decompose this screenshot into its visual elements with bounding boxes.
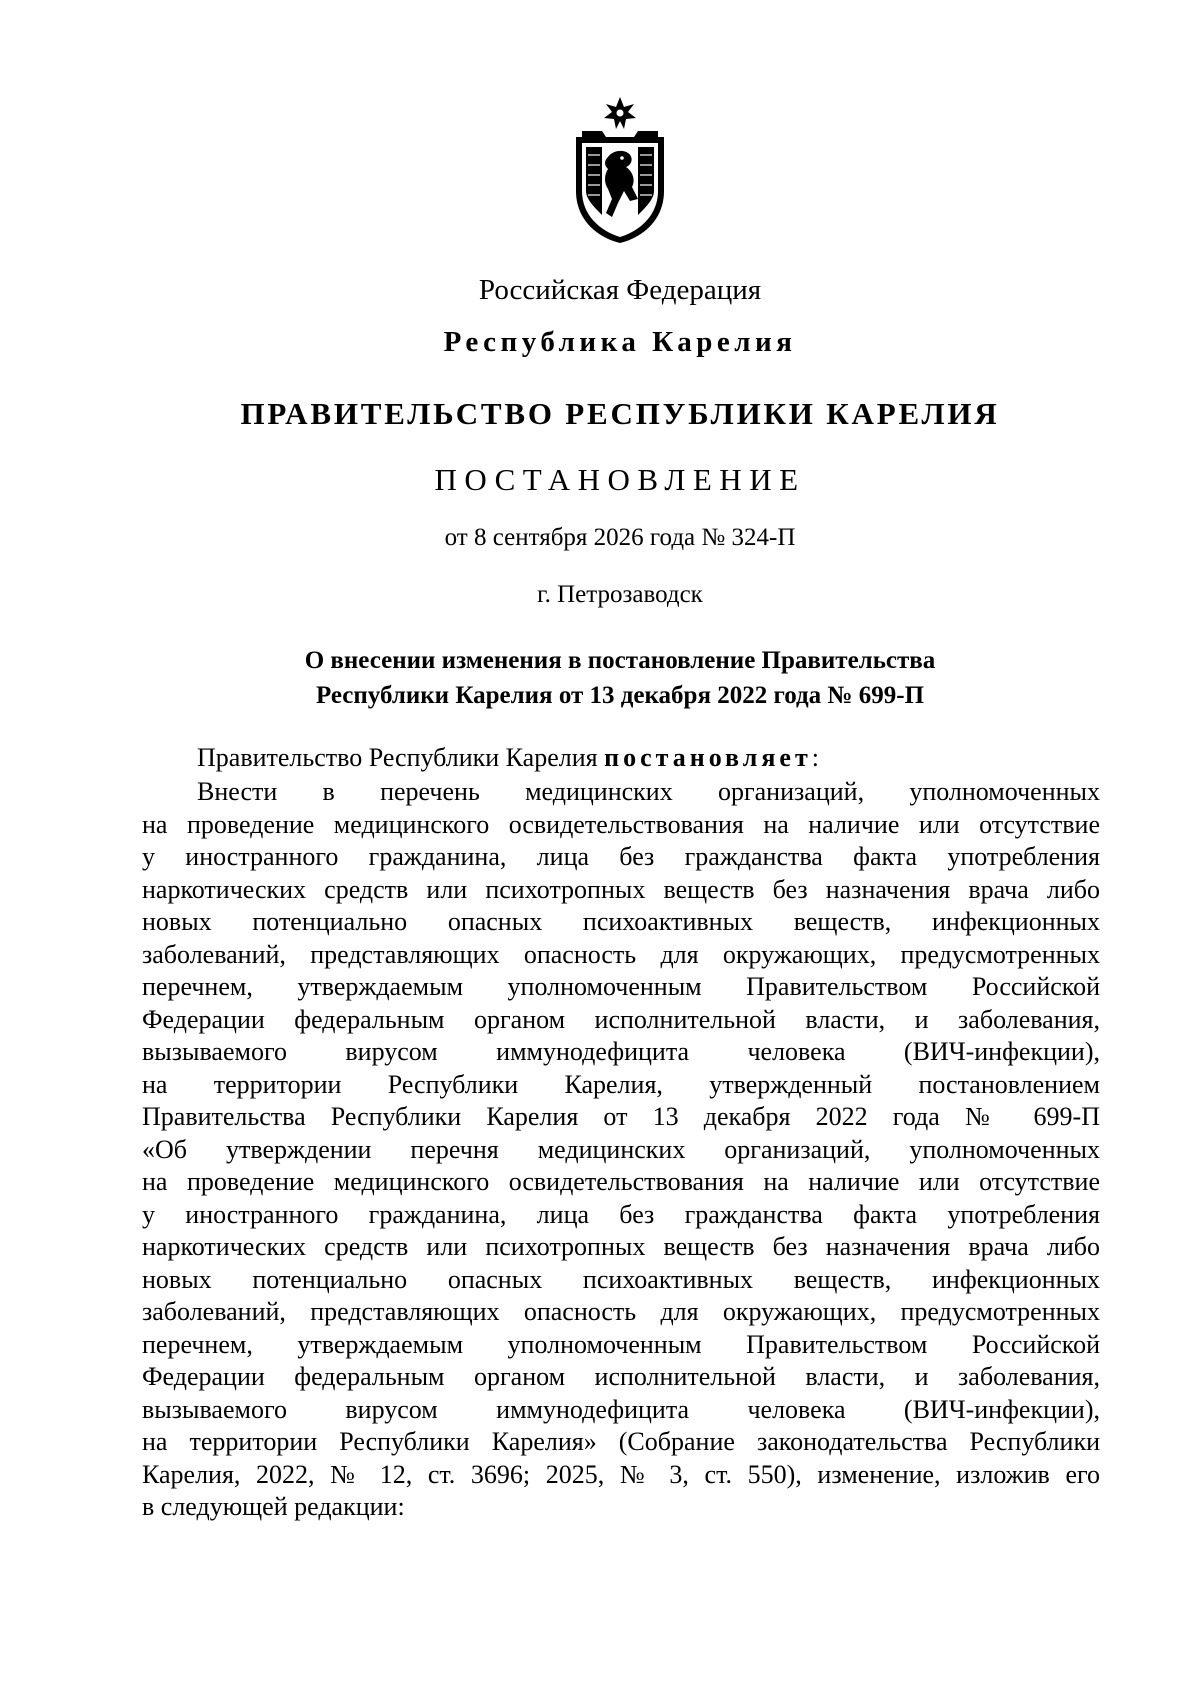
republic-name: Республика Карелия — [443, 326, 797, 358]
body-line: вызываемого вирусом иммунодефицита человека (ВИЧ-инфекции), — [142, 1394, 1100, 1424]
body-line: перечнем, утверждаемым уполномоченным Правительством Российской — [142, 1329, 1100, 1359]
body-line: Карелия, 2022, № 12, ст. 3696; 2025, № 3, ст. 550), изменение, изложив его — [142, 1459, 1100, 1489]
body-line: в следующей редакции: — [142, 1492, 405, 1521]
body-line: наркотических средств или психотропных веществ без назначения врача либо — [142, 1232, 1100, 1261]
country-name: Российская Федерация — [478, 274, 762, 306]
body-line: перечнем, утверждаемым уполномоченным Правительством Российской — [142, 972, 1100, 1001]
document-type: ПОСТАНОВЛЕНИЕ — [434, 462, 806, 497]
body-line: у иностранного гражданина, лица без гражданства факта употребления — [142, 1199, 1100, 1229]
preamble — [197, 742, 819, 774]
body-line: заболеваний, представляющих опасность для окружающих, предусмотренных — [142, 939, 1100, 969]
body-line: Федерации федеральным органом исполнительной власти, и заболевания, — [142, 1004, 1100, 1034]
decree-body — [142, 776, 1100, 1524]
body-line: Правительства Республики Карелия от 13 декабря 2022 года № 699-П — [142, 1102, 1100, 1131]
preamble-verb: постановляет — [604, 743, 812, 772]
document-subject — [140, 643, 1100, 713]
government-title: ПРАВИТЕЛЬСТВО РЕСПУБЛИКИ КАРЕЛИЯ — [240, 396, 1000, 431]
body-line: Внести в перечень медицинских организаций, уполномоченных — [197, 777, 1100, 806]
preamble-text: Правительство Республики Карелия — [197, 743, 605, 772]
document-date-number: от 8 сентября 2026 года № 324-П — [444, 524, 796, 551]
coat-of-arms-icon — [568, 95, 672, 245]
body-line: на проведение медицинского освидетельствования на наличие или отсутствие — [142, 1167, 1100, 1196]
body-line: наркотических средств или психотропных веществ без назначения врача либо — [142, 874, 1100, 904]
body-line: на проведение медицинского освидетельствования на наличие или отсутствие — [142, 809, 1100, 839]
body-line: заболеваний, представляющих опасность для окружающих, предусмотренных — [142, 1297, 1100, 1326]
body-line: новых потенциально опасных психоактивных веществ, инфекционных — [142, 907, 1100, 936]
body-line: Федерации федеральным органом исполнительной власти, и заболевания, — [142, 1362, 1100, 1391]
subject-line-2: Республики Карелия от 13 декабря 2022 года № 699-П — [315, 682, 925, 709]
body-line: «Об утверждении перечня медицинских организаций, уполномоченных — [142, 1134, 1100, 1164]
body-line: на территории Республики Карелия, утвержденный постановлением — [142, 1069, 1100, 1099]
body-line: на территории Республики Карелия» (Собрание законодательства Республики — [142, 1427, 1100, 1456]
body-line: вызываемого вирусом иммунодефицита человека (ВИЧ-инфекции), — [142, 1037, 1100, 1066]
body-line: у иностранного гражданина, лица без гражданства факта употребления — [142, 842, 1100, 871]
preamble-colon: : — [811, 743, 819, 772]
document-city: г. Петрозаводск — [537, 581, 703, 608]
subject-line-1: О внесении изменения в постановление Правительства — [304, 647, 936, 674]
body-line: новых потенциально опасных психоактивных веществ, инфекционных — [142, 1264, 1100, 1294]
